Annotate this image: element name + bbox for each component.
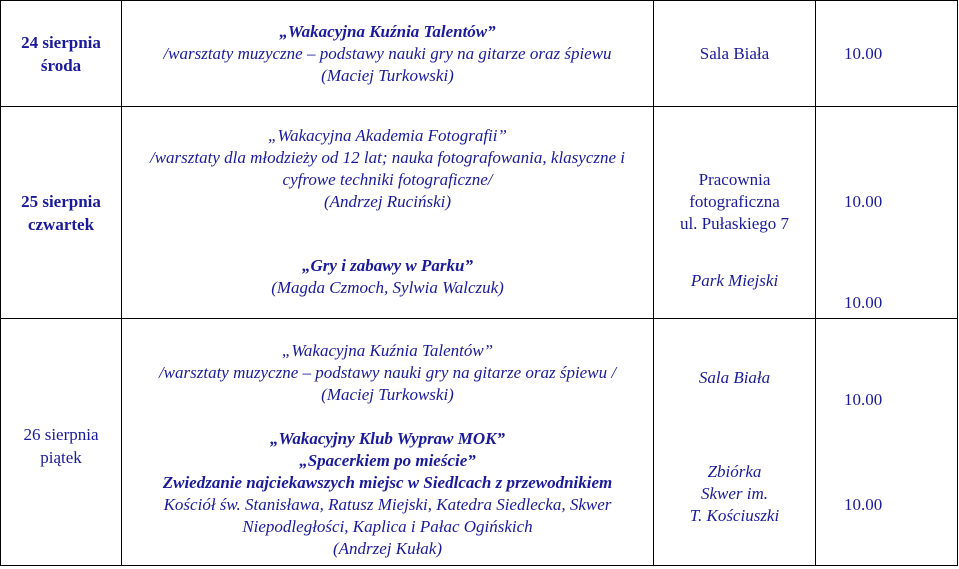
- event-host: (Maciej Turkowski): [321, 65, 454, 85]
- event-time: 10.00: [844, 192, 883, 211]
- event-host: (Magda Czmoch, Sylwia Walczuk): [271, 278, 504, 297]
- date-label: 24 sierpnia: [21, 32, 101, 52]
- event-title: „Wakacyjna Kuźnia Talentów”: [279, 21, 496, 41]
- event-title: „Wakacyjna Kuźnia Talentów”: [281, 341, 494, 360]
- event-title: „Wakacyjny Klub Wypraw MOK”: [269, 429, 506, 448]
- event-description: cyfrowe techniki fotograficzne/: [282, 170, 493, 189]
- event-time: 10.00: [844, 43, 883, 63]
- schedule-row: [1, 107, 958, 319]
- event-place: Sala Biała: [698, 368, 771, 387]
- event-title: „Wakacyjna Akademia Fotografii”: [268, 126, 507, 145]
- date-label: 25 sierpnia: [21, 191, 101, 211]
- event-place: ul. Pułaskiego 7: [679, 214, 790, 233]
- event-place: Pracownia: [698, 170, 771, 189]
- place-cell: [654, 107, 816, 319]
- date-label: 26 sierpnia: [23, 425, 99, 444]
- date-cell: [1, 107, 122, 319]
- event-place: Skwer im.: [700, 484, 769, 503]
- event-description: /warsztaty muzyczne – podstawy nauki gry na gitarze oraz śpiewu: [163, 43, 612, 63]
- event-subtitle: Zwiedzanie najciekawszych miejsc w Siedlcach z przewodnikiem: [162, 473, 613, 492]
- event-host: (Andrzej Kułak): [332, 539, 443, 558]
- event-place: T. Kościuszki: [689, 506, 780, 525]
- time-cell: [816, 1, 958, 107]
- event-cell: [122, 1, 654, 107]
- event-place: fotograficzna: [689, 192, 780, 211]
- event-time: 10.00: [844, 495, 883, 514]
- event-place: Zbiórka: [707, 462, 762, 481]
- event-host: (Maciej Turkowski): [321, 385, 454, 404]
- event-subtitle: „Spacerkiem po mieście”: [299, 451, 476, 470]
- event-place: Sala Biała: [699, 43, 770, 63]
- event-description: Kościół św. Stanisława, Ratusz Miejski, Katedra Siedlecka, Skwer: [163, 495, 612, 514]
- date-cell: [1, 1, 122, 107]
- time-cell: [816, 107, 958, 319]
- event-cell: [122, 319, 654, 566]
- weekday-label: piątek: [40, 448, 82, 467]
- event-place: Park Miejski: [690, 271, 779, 290]
- date-cell: [1, 319, 122, 566]
- event-description: Niepodległości, Kaplica i Pałac Ogińskich: [242, 517, 533, 536]
- event-host: (Andrzej Ruciński): [324, 192, 451, 211]
- event-title: „Gry i zabawy w Parku”: [302, 256, 473, 275]
- schedule-row: [1, 319, 958, 566]
- weekday-label: środa: [40, 55, 82, 75]
- event-time: 10.00: [844, 293, 883, 312]
- event-description: /warsztaty muzyczne – podstawy nauki gry na gitarze oraz śpiewu /: [158, 363, 617, 382]
- schedule-row: [1, 1, 958, 107]
- time-cell: [816, 319, 958, 566]
- weekday-label: czwartek: [27, 214, 95, 234]
- place-cell: [654, 319, 816, 566]
- event-cell: [122, 107, 654, 319]
- event-time: 10.00: [844, 390, 883, 409]
- event-description: /warsztaty dla młodzieży od 12 lat; nauka fotografowania, klasyczne i: [149, 148, 626, 167]
- place-cell: [654, 1, 816, 107]
